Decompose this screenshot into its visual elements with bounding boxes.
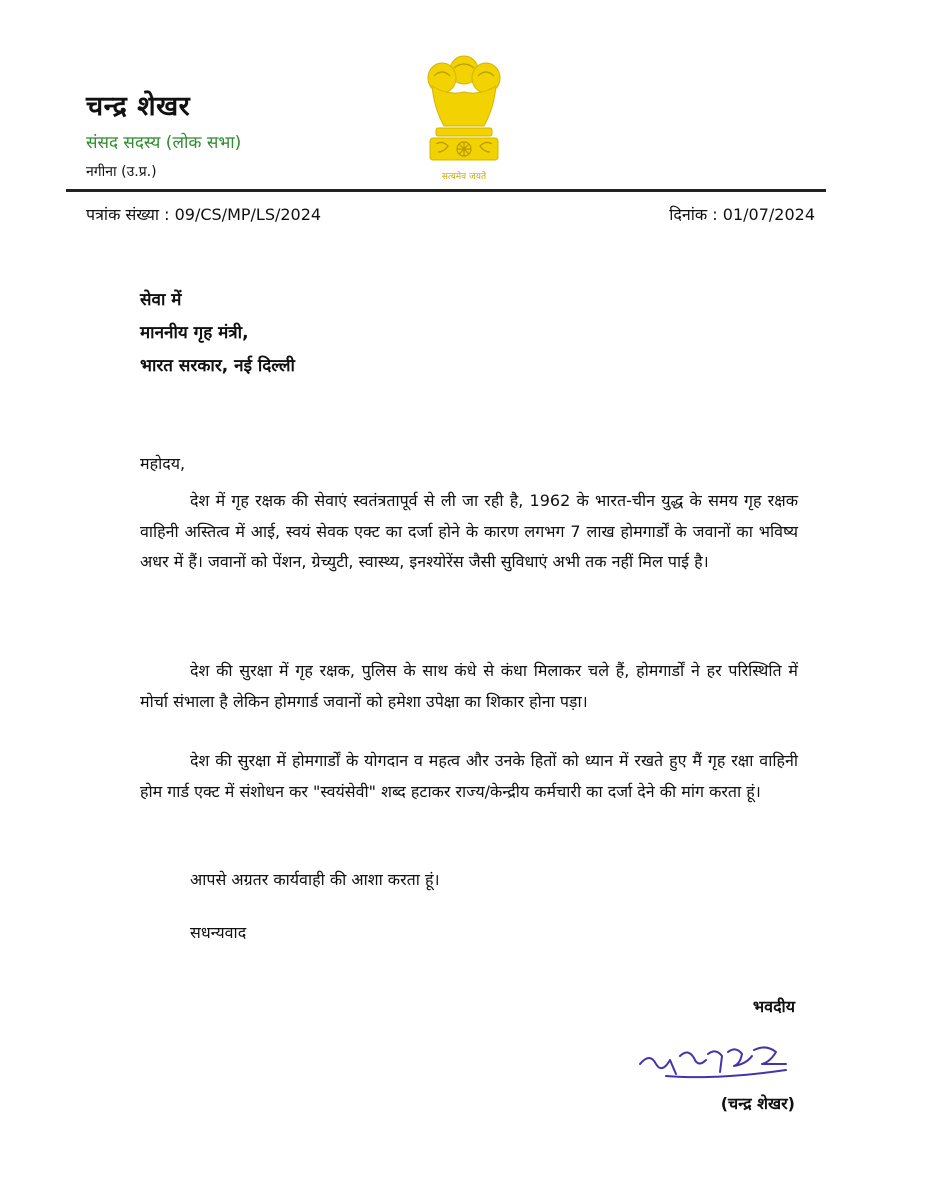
- closing-request: आपसे अग्रतर कार्यवाही की आशा करता हूं।: [190, 870, 440, 889]
- closing-thanks: सधन्यवाद: [190, 923, 247, 942]
- letter-date: दिनांक : 01/07/2024: [669, 205, 815, 224]
- handwritten-signature: [636, 1034, 798, 1082]
- national-emblem-icon: [414, 48, 514, 188]
- valediction: भवदीय: [752, 997, 795, 1016]
- signer-name: (चन्द्र शेखर): [720, 1094, 795, 1113]
- addressee-block: [140, 284, 295, 383]
- addressee-line-1: सेवा में: [140, 290, 182, 310]
- sender-constituency: नगीना (उ.प्र.): [86, 164, 157, 180]
- body-paragraph-2: देश की सुरक्षा में गृह रक्षक, पुलिस के साथ कंधे से कंधा मिलाकर चले हैं, होमगार्डों ने हर परिस्थिति में मोर्चा संभाला है लेकिन होमगार्ड जवानों को हमेशा उपेक्षा का शिकार होना पड़ा।: [140, 661, 798, 711]
- sender-designation: संसद सदस्य (लोक सभा): [86, 133, 242, 153]
- addressee-line-3: भारत सरकार, नई दिल्ली: [140, 356, 295, 376]
- emblem-motto: सत्यमेव जयते: [441, 172, 487, 182]
- header-divider: [66, 189, 826, 192]
- reference-number: पत्रांक संख्या : 09/CS/MP/LS/2024: [86, 205, 322, 224]
- salutation: महोदय,: [140, 454, 186, 473]
- addressee-line-2: माननीय गृह मंत्री,: [140, 323, 249, 343]
- body-paragraph-1: देश में गृह रक्षक की सेवाएं स्वतंत्रतापूर्व से ली जा रही है, 1962 के भारत-चीन युद्ध के समय गृह रक्षक वाहिनी अस्तित्व में आई, स्वयं सेवक एक्ट का दर्जा होने के कारण लगभग 7 लाख होमगार्डों के जवानों का भविष्य अधर में हैं। जवानों को पेंशन, ग्रेच्युटी, स्वास्थ्य, इनश्योरेंस जैसी सुविधाएं अभी तक नहीं मिल पाई है।: [140, 491, 798, 571]
- sender-name: चन्द्र शेखर: [86, 91, 191, 122]
- body-paragraph-3: देश की सुरक्षा में होमगार्डों के योगदान व महत्व और उनके हितों को ध्यान में रखते हुए मैं गृह रक्षा वाहिनी होम गार्ड एक्ट में संशोधन कर "स्वयंसेवी" शब्द हटाकर राज्य/केन्द्रीय कर्मचारी का दर्जा देने की मांग करता हूं।: [140, 751, 798, 801]
